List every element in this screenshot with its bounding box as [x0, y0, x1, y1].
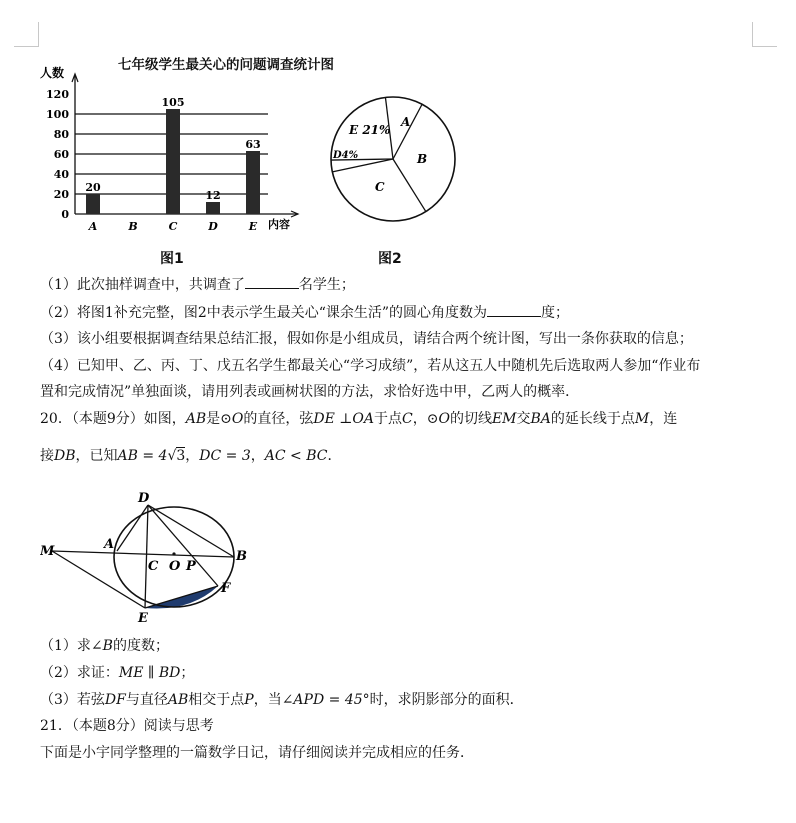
q20-part-3-text: 与直径 — [125, 692, 168, 708]
q20-text: ，已知 — [75, 448, 118, 464]
bar-value-label: 20 — [85, 181, 101, 194]
q20-text: 的延长线于点 — [550, 411, 635, 427]
math-m: M — [634, 411, 650, 427]
y-tick-label: 20 — [53, 188, 69, 201]
q20-part-3-text-end: 时，求阴影部分的面积． — [369, 692, 524, 708]
math-o: O — [231, 411, 244, 427]
q20-header — [40, 409, 677, 429]
q20-part-3-text: ，当 — [253, 692, 282, 708]
point-label-a: A — [104, 537, 115, 552]
q20-text: ． — [327, 448, 342, 464]
q20-part-1-text-end: 的度数； — [112, 638, 169, 654]
math-de-perp-oa: DE ⊥OA — [313, 411, 375, 427]
x-tick-label: A — [88, 220, 98, 233]
q20-part-3 — [40, 690, 524, 710]
bar-e — [246, 151, 260, 214]
bar-value-label: 63 — [245, 138, 261, 151]
q20-text: ，⊙ — [412, 411, 439, 427]
q21-header: 21．（本题8分）阅读与思考 — [40, 718, 214, 734]
y-tick-label: 60 — [53, 148, 69, 161]
page-corner-mark-top-right — [752, 22, 777, 47]
point-label-d: D — [138, 491, 150, 506]
math-p: P — [244, 692, 254, 708]
q20-text: 交 — [516, 411, 531, 427]
q20-given — [40, 446, 342, 466]
math-em: EM — [491, 411, 517, 427]
page-corner-mark-top-left — [14, 22, 39, 47]
math-ab-eq: AB = 4 — [117, 448, 168, 464]
q20-part-3-text: 相交于点 — [188, 692, 245, 708]
x-tick-label: C — [168, 220, 178, 233]
point-label-o: O — [169, 559, 181, 574]
figure-2-caption: 图2 — [378, 251, 402, 267]
q20-part-3-text: （3）若弦 — [40, 692, 105, 708]
point-label-e: E — [138, 611, 148, 626]
q19-part-4-line-1: （4）已知甲、乙、丙、丁、戊五名学生都最关心“学习成绩”，若从这五人中随机先后选取两人参加“作业布 — [40, 358, 701, 374]
q20-text: 的直径，弦 — [243, 411, 314, 427]
q20-part-2 — [40, 663, 194, 683]
answer-blank — [245, 274, 299, 289]
math-ab: AB — [167, 692, 189, 708]
sqrt-sign: √ — [167, 448, 177, 464]
bar-chart-xlabel: 内容 — [268, 218, 290, 231]
q20-text: ， — [250, 448, 265, 464]
math-me-parallel-bd: ME ∥ BD — [118, 665, 181, 681]
q20-text: 20．（本题9分）如图， — [40, 411, 186, 427]
pie-slice-label-d: D4% — [333, 150, 359, 161]
math-ba: BA — [530, 411, 551, 427]
q19-part-2-text-end: 度； — [541, 305, 570, 321]
line-d-b — [148, 505, 234, 557]
math-c: C — [402, 411, 413, 427]
y-tick-label: 0 — [61, 208, 69, 221]
figure-title: 七年级学生最关心的问题调查统计图 — [118, 57, 334, 73]
q20-text: 接 — [40, 448, 54, 464]
math-db: DB — [54, 448, 76, 464]
point-label-f: F — [221, 581, 231, 596]
q19-part-2 — [40, 302, 569, 323]
figure-1-caption: 图1 — [160, 251, 184, 267]
q20-part-1-text: （1）求 — [40, 638, 91, 654]
point-o-dot — [172, 552, 175, 555]
pie-slice-label-e: E 21% — [349, 123, 391, 137]
line-d-a — [117, 505, 148, 551]
q20-text: 的切线 — [449, 411, 492, 427]
math-angle-b: ∠B — [90, 638, 113, 654]
q20-part-1 — [40, 636, 169, 656]
line-m-b — [52, 551, 234, 557]
q19-part-1 — [40, 274, 355, 295]
math-df: DF — [104, 692, 126, 708]
bar-chart-ylabel: 人数 — [40, 66, 65, 80]
pie-chart — [325, 95, 465, 225]
math-o: O — [438, 411, 450, 427]
math-ac-lt-bc: AC < BC — [264, 448, 328, 464]
math-angle-apd: ∠APD = 45° — [281, 692, 370, 708]
point-label-c: C — [148, 559, 159, 574]
q19-part-4-line-2: 置和完成情况”单独面谈，请用列表或画树状图的方法，求恰好选中甲，乙两人的概率． — [40, 384, 580, 400]
point-label-m: M — [40, 544, 55, 559]
q19-part-2-text: （2）将图1补充完整，图2中表示学生最关心“课余生活”的圆心角度数为 — [40, 305, 488, 321]
math-dc-eq: DC = 3 — [199, 448, 251, 464]
x-tick-label: D — [208, 220, 218, 233]
pie-slice-label-c: C — [375, 180, 385, 194]
pie-slice-boundary — [393, 159, 426, 212]
q20-text: 于点 — [374, 411, 403, 427]
pie-slice-boundary — [393, 104, 422, 159]
x-tick-label: B — [128, 220, 138, 233]
answer-blank — [487, 302, 541, 317]
q20-text: 是⊙ — [206, 411, 232, 427]
pie-slice-label-b: B — [417, 152, 428, 166]
geometry-figure — [40, 488, 270, 628]
bar-d — [206, 202, 220, 214]
bar-value-label: 105 — [161, 96, 185, 109]
point-label-p: P — [186, 559, 196, 574]
q20-part-2-text-end: ； — [180, 665, 195, 681]
q20-text: ， — [185, 448, 200, 464]
bar-chart — [30, 62, 330, 242]
q19-part-1-text: （1）此次抽样调查中，共调查了 — [40, 277, 245, 293]
y-tick-label: 40 — [53, 168, 69, 181]
q19-part-1-text-end: 名学生； — [298, 277, 355, 293]
q20-part-2-text: （2）求证： — [40, 665, 119, 681]
pie-slice-label-a: A — [401, 115, 411, 129]
bar-c — [166, 109, 180, 214]
x-tick-label: E — [248, 220, 258, 233]
bar-value-label: 12 — [205, 189, 221, 202]
line-m-e — [52, 551, 145, 608]
math-sqrt-radicand: 3 — [176, 448, 186, 464]
y-tick-label: 100 — [46, 108, 69, 121]
q21-body: 下面是小宇同学整理的一篇数学日记，请仔细阅读并完成相应的任务． — [40, 745, 474, 761]
q20-text: ，连 — [649, 411, 678, 427]
math-ab: AB — [185, 411, 207, 427]
y-tick-label: 80 — [53, 128, 69, 141]
line-d-f — [148, 505, 218, 586]
point-label-b: B — [236, 549, 247, 564]
q19-part-3: （3）该小组要根据调查结果总结汇报，假如你是小组成员，请结合两个统计图，写出一条你获取的信息； — [40, 331, 693, 347]
y-tick-label: 120 — [46, 88, 69, 101]
line-d-e — [145, 505, 148, 608]
bar-a — [86, 194, 100, 214]
